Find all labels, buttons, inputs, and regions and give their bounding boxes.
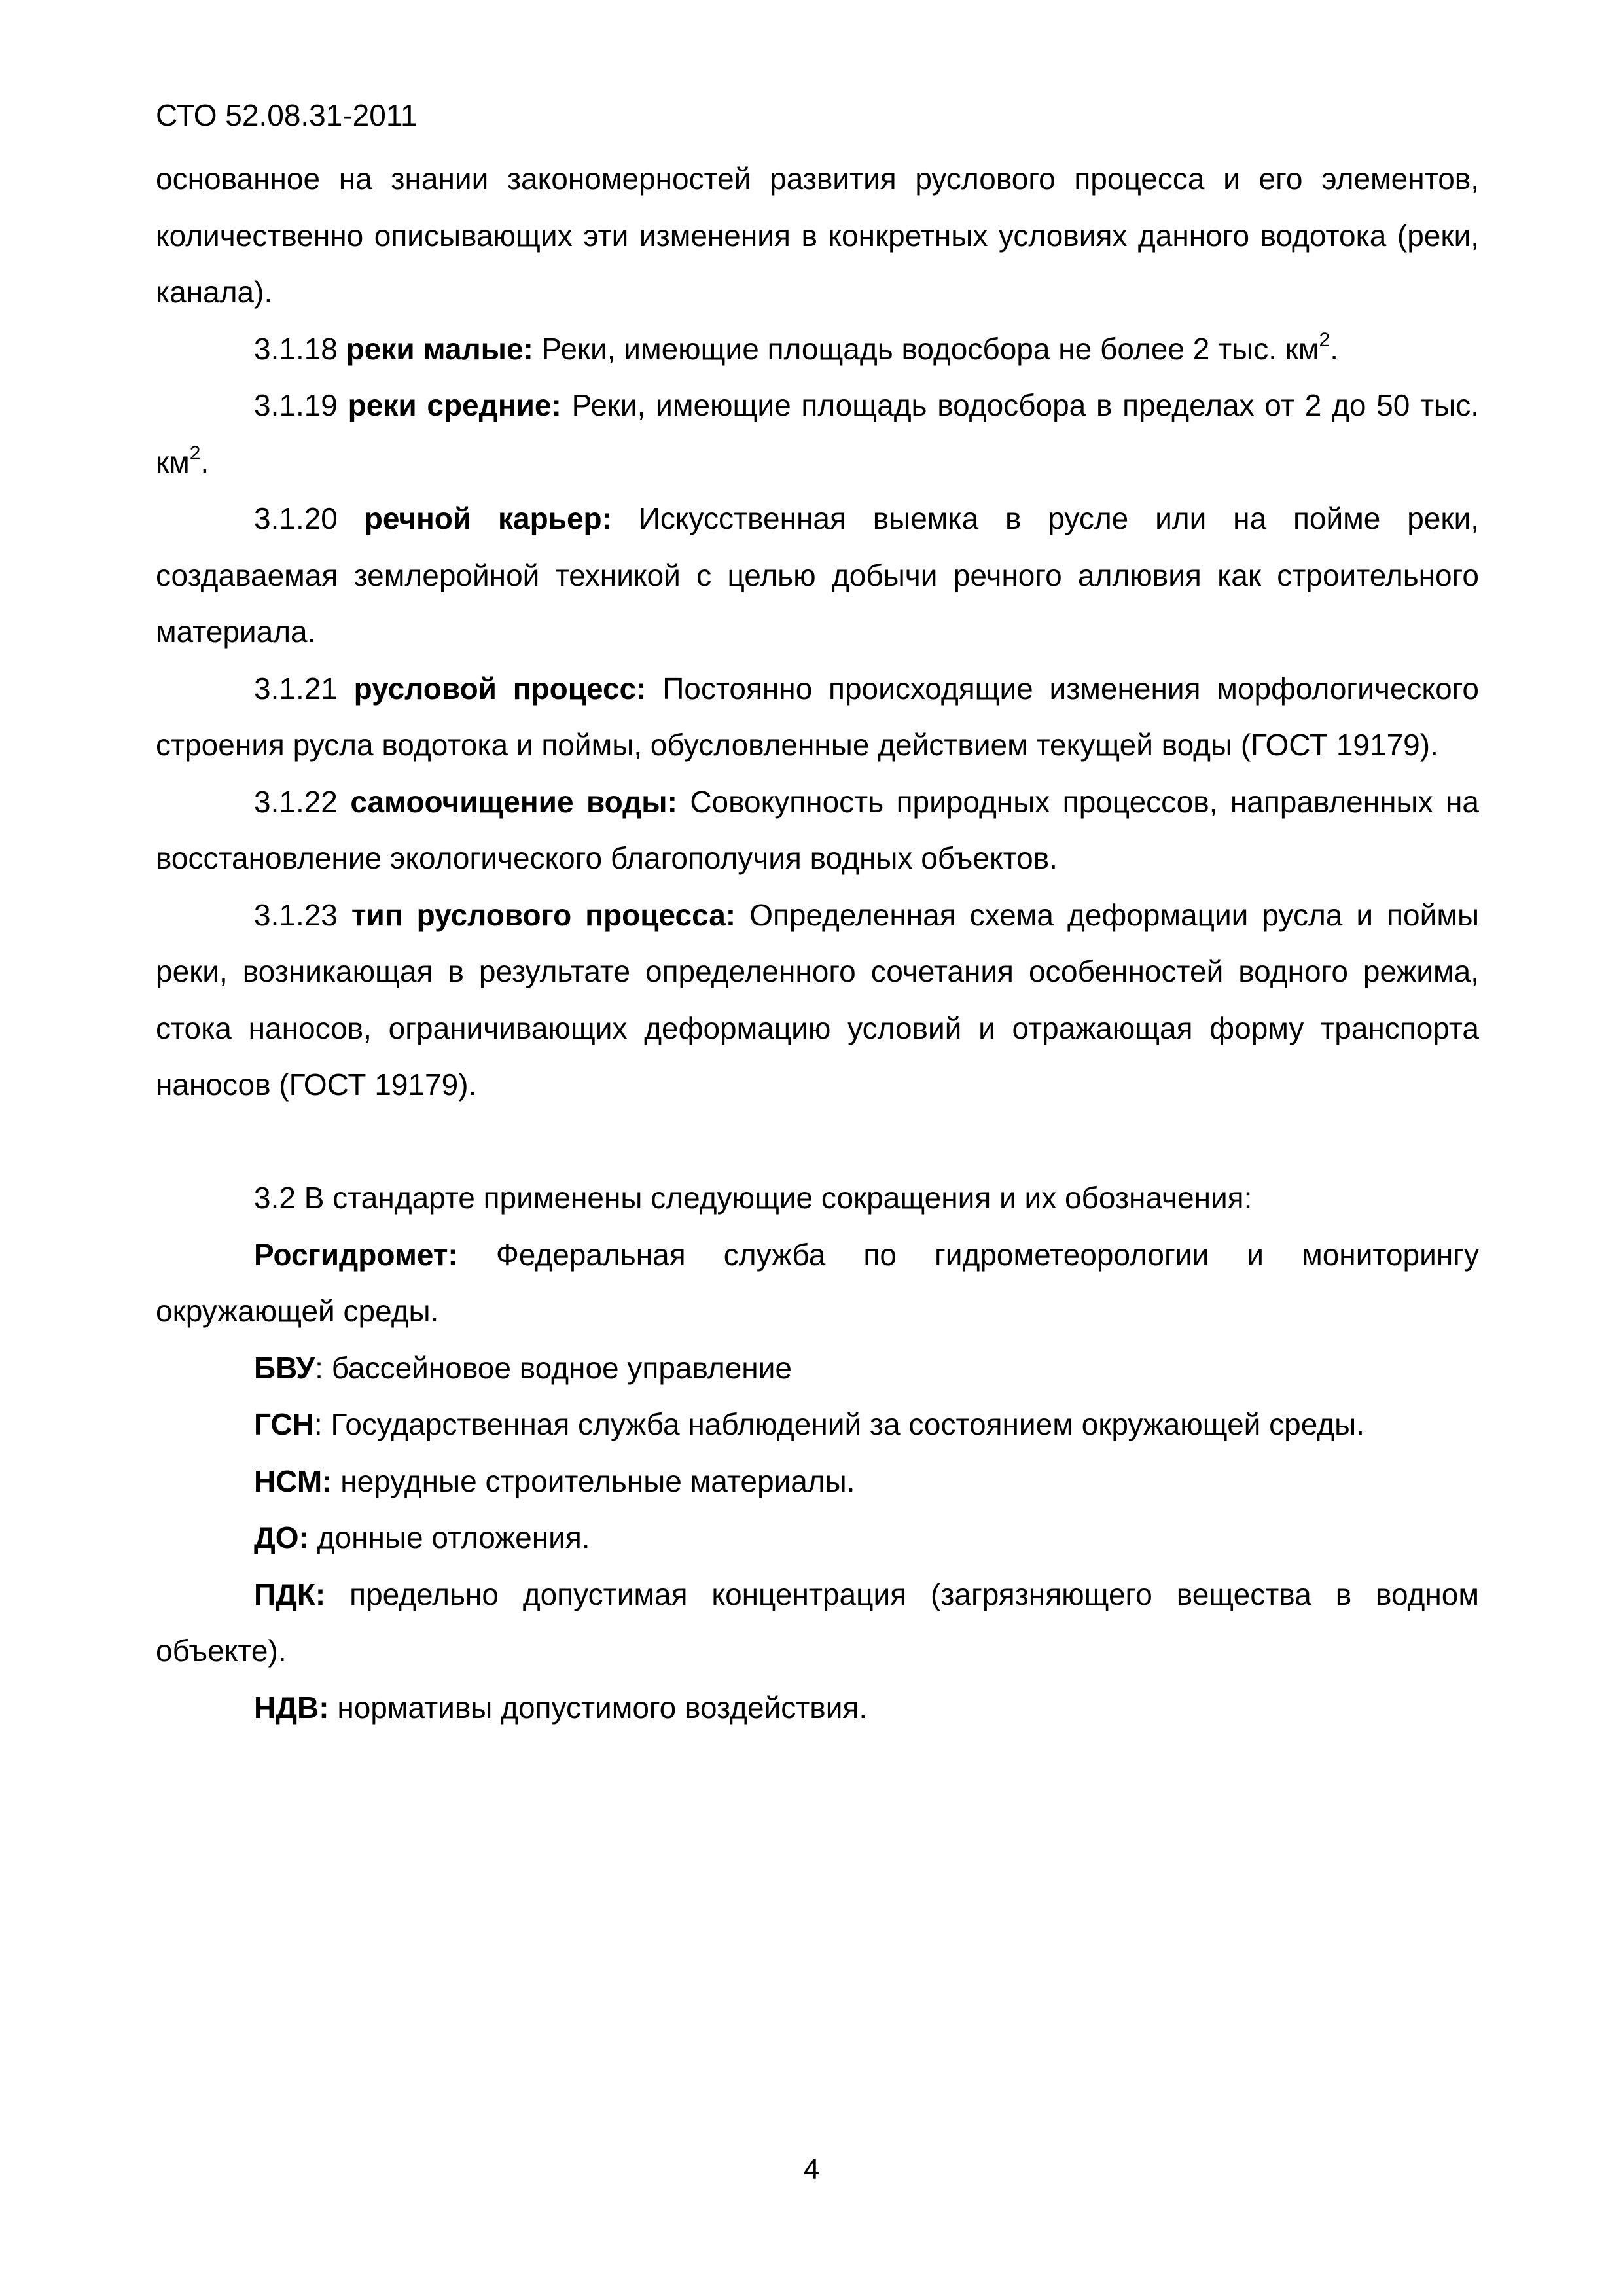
abbreviation-text: предельно допустимая концентрация (загрязняющего вещества в водном объекте). [156, 1577, 1479, 1668]
abbreviation: ПДК: [254, 1577, 326, 1611]
abbreviation-text: Федеральная служба по гидрометеорологии и мониторингу окружающей среды. [156, 1237, 1479, 1328]
abbreviation-text: нерудные строительные материалы. [340, 1463, 855, 1498]
abbreviation-item [156, 1679, 1479, 1736]
definition-3-1-23 [156, 887, 1479, 1113]
abbreviation: НДВ: [254, 1690, 329, 1725]
term: реки средние: [348, 388, 562, 422]
section-spacer [156, 1113, 1479, 1170]
definition-text: Определенная схема деформации русла и поймы реки, возникающая в результате определенного сочетания особенностей водного режима, стока наносов, ограничивающих деформацию условий и отражающая форму транспорта наносов (ГОСТ 19179). [156, 897, 1480, 1102]
abbreviation-item [156, 1509, 1479, 1566]
abbreviation: НСМ: [254, 1463, 332, 1498]
clause-number: 3.1.19 [254, 388, 338, 422]
clause-number: 3.1.22 [254, 784, 338, 819]
term: самоочищение воды: [350, 784, 677, 819]
document-body [156, 151, 1479, 1736]
definition-3-1-20 [156, 490, 1479, 660]
definition-3-1-21 [156, 660, 1479, 774]
clause-number: 3.1.21 [254, 671, 338, 706]
definition-3-1-18 [156, 321, 1479, 378]
superscript: 2 [189, 442, 201, 464]
abbreviation-item [156, 1396, 1479, 1453]
term: реки малые: [346, 331, 533, 366]
definition-3-1-19 [156, 377, 1479, 490]
clause-number: 3.1.20 [254, 501, 338, 535]
abbreviation: Росгидромет: [254, 1237, 458, 1272]
definition-text: Совокупность природных процессов, направленных на восстановление экологического благополучия водных объектов. [156, 784, 1479, 875]
abbreviation-text: донные отложения. [317, 1520, 590, 1554]
abbreviation-item [156, 1453, 1479, 1510]
abbreviation-item [156, 1340, 1479, 1397]
definition-text: Реки, имеющие площадь водосбора в пределах от 2 до 50 тыс. км [156, 388, 1479, 479]
clause-number: 3.1.23 [254, 897, 338, 932]
superscript: 2 [1319, 329, 1330, 351]
abbreviation: ДО: [254, 1520, 309, 1554]
abbreviation-text: : бассейновое водное управление [315, 1350, 792, 1385]
document-code-header: СТО 52.08.31-2011 [156, 98, 418, 132]
definition-text: Искусственная выемка в русле или на пойме реки, создаваемая землеройной техникой с целью добычи речного аллювия как строительного материала. [156, 501, 1479, 649]
abbreviation-text: : Государственная служба наблюдений за состоянием окружающей среды. [313, 1407, 1364, 1441]
page-number: 4 [803, 2153, 820, 2185]
punctuation: . [1330, 331, 1338, 366]
term: речной карьер: [364, 501, 612, 535]
abbreviation-item [156, 1227, 1479, 1340]
clause-number: 3.1.18 [254, 331, 338, 366]
abbreviation: БВУ [254, 1350, 315, 1385]
definition-3-1-22 [156, 774, 1479, 887]
term: русловой процесс: [353, 671, 647, 706]
definition-text: Реки, имеющие площадь водосбора не более 2 тыс. км [541, 331, 1319, 366]
definition-text: Постоянно происходящие изменения морфологического строения русла водотока и поймы, обусловленные действием текущей воды (ГОСТ 19179). [156, 671, 1480, 762]
term: тип руслового процесса: [351, 897, 736, 932]
abbreviation: ГСН [254, 1407, 314, 1441]
abbreviations-intro: 3.2 В стандарте применены следующие сокращения и их обозначения: [254, 1181, 1253, 1215]
paragraph-continuation [156, 151, 1479, 321]
paragraph-text: основанное на знании закономерностей развития руслового процесса и его элементов, количественно описывающих эти изменения в конкретных условиях данного водотока (реки, канала). [156, 162, 1479, 309]
abbreviation-item [156, 1566, 1479, 1679]
abbreviation-text: нормативы допустимого воздействия. [337, 1690, 868, 1725]
punctuation: . [200, 444, 209, 479]
